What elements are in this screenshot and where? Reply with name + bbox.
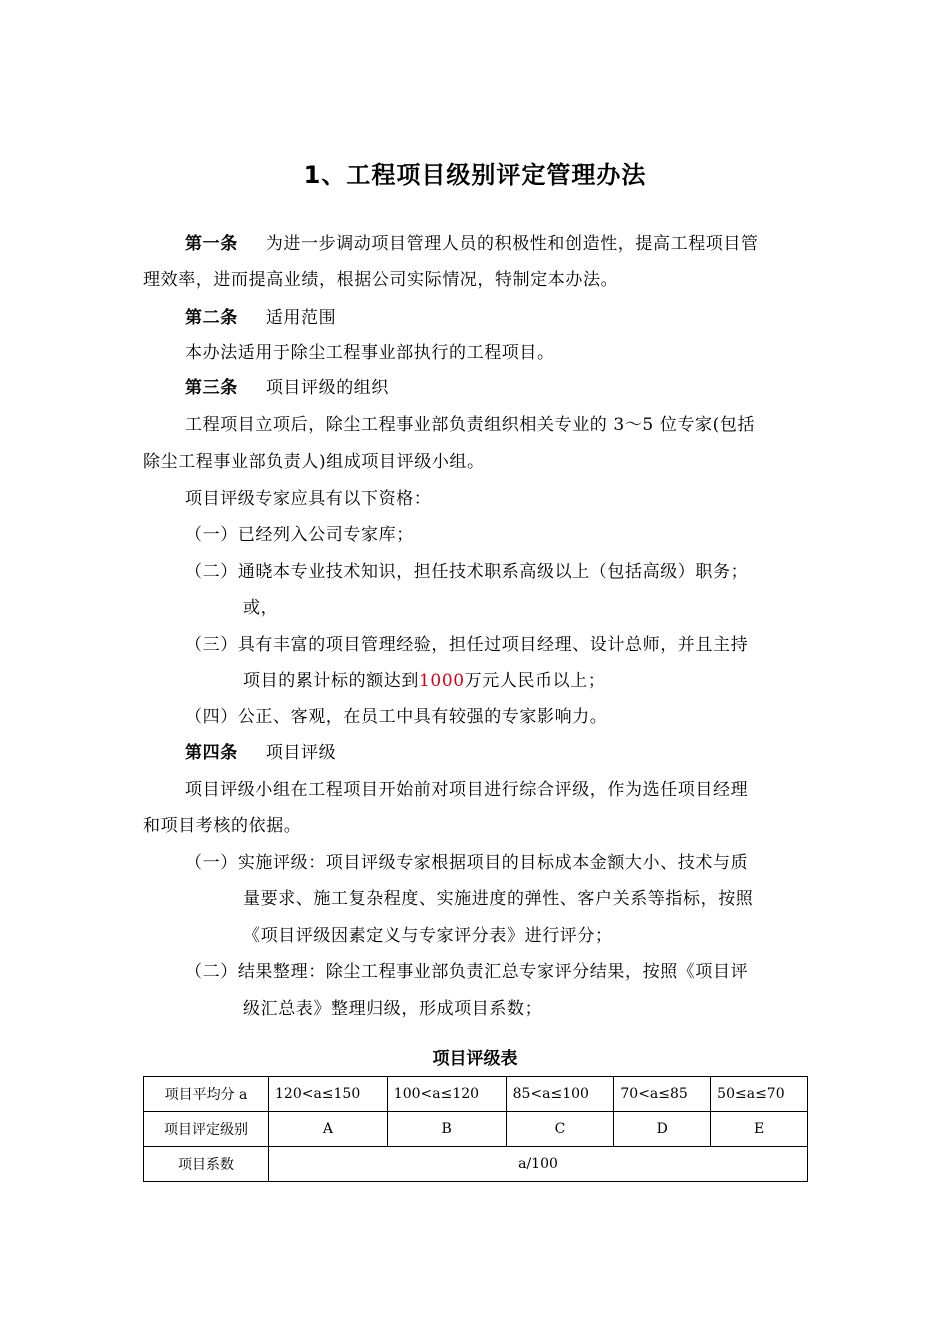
- grade-cell: C: [506, 1112, 614, 1147]
- coefficient-cell: a/100: [269, 1147, 808, 1182]
- article-1-text-line-1: 为进一步调动项目管理人员的积极性和创造性，提高工程项目管: [265, 234, 759, 254]
- item-text: 通晓本专业技术知识，担任技术职系高级以上（包括高级）职务；: [237, 562, 749, 582]
- article-4-subject: 项目评级: [265, 743, 337, 763]
- article-3-paragraph-1-line-1: 工程项目立项后，除尘工程事业部负责组织相关专业的 3～5 位专家(包括: [185, 415, 756, 435]
- grade-cell: D: [614, 1112, 711, 1147]
- article-3-item-2-continuation: 或，: [243, 598, 279, 618]
- article-4-heading-line: [185, 741, 336, 765]
- item-number: （三）: [185, 635, 238, 655]
- article-2-heading-line: [185, 306, 336, 330]
- grade-cell: B: [387, 1112, 506, 1147]
- article-3-paragraph-1-line-2: 除尘工程事业部负责人)组成项目评级小组。: [143, 452, 485, 472]
- article-3-item-4: [185, 705, 607, 729]
- row-label-coefficient: 项目系数: [144, 1147, 269, 1182]
- article-4-paragraph-1-line-2: 和项目考核的依据。: [143, 816, 302, 836]
- article-2-body: 本办法适用于除尘工程事业部执行的工程项目。: [185, 343, 555, 363]
- article-1-first-line: [185, 232, 759, 256]
- item-text: 具有丰富的项目管理经验，担任过项目经理、设计总师，并且主持: [237, 635, 749, 655]
- article-3-heading-line: [185, 376, 389, 400]
- item-text-post: 万元人民币以上；: [464, 671, 606, 691]
- table-row: [144, 1077, 808, 1112]
- article-4-item-2: [185, 960, 748, 984]
- item-text: 已经列入公司专家库；: [237, 525, 414, 545]
- row-label-average-score: 项目平均分 a: [144, 1077, 269, 1112]
- item-number: （二）: [185, 962, 238, 982]
- table-caption: 项目评级表: [432, 1049, 518, 1069]
- item-number: （四）: [185, 707, 238, 727]
- highlighted-amount: 1000: [419, 671, 465, 691]
- score-range-cell: 120<a≤150: [269, 1077, 388, 1112]
- article-3-subject: 项目评级的组织: [265, 378, 390, 398]
- item-number: （二）: [185, 562, 238, 582]
- article-4-item-1-line-2: 量要求、施工复杂程度、实施进度的弹性、客户关系等指标，按照: [243, 889, 754, 909]
- score-range-cell: 85<a≤100: [506, 1077, 614, 1112]
- item-number: （一）: [185, 525, 238, 545]
- article-4-item-2-line-2: 级汇总表》整理归级，形成项目系数；: [243, 999, 543, 1019]
- article-4-paragraph-1-line-1: 项目评级小组在工程项目开始前对项目进行综合评级，作为选任项目经理: [185, 780, 749, 800]
- score-range-cell: 70<a≤85: [614, 1077, 711, 1112]
- article-4-item-1-line-3: 《项目评级因素定义与专家评分表》进行评分；: [243, 926, 613, 946]
- article-3-item-2: [185, 560, 748, 584]
- article-3-item-1: [185, 523, 414, 547]
- row-label-grade: 项目评定级别: [144, 1112, 269, 1147]
- score-range-cell: 100<a≤120: [387, 1077, 506, 1112]
- article-1-heading: 第一条: [185, 234, 238, 254]
- article-3-item-3-continuation: [243, 669, 605, 693]
- article-2-subject: 适用范围: [265, 308, 337, 328]
- article-1-text-line-2: 理效率，进而提高业绩，根据公司实际情况，特制定本办法。: [143, 270, 619, 290]
- article-3-paragraph-2: 项目评级专家应具有以下资格：: [185, 489, 432, 509]
- article-2-heading: 第二条: [185, 308, 238, 328]
- item-text-pre: 项目的累计标的额达到: [243, 671, 419, 691]
- article-3-heading: 第三条: [185, 378, 238, 398]
- article-4-item-1: [185, 851, 748, 875]
- page-title: 1、工程项目级别评定管理办法: [303, 161, 647, 189]
- grade-cell: A: [269, 1112, 388, 1147]
- item-text: 实施评级：项目评级专家根据项目的目标成本金额大小、技术与质: [237, 853, 749, 873]
- score-range-cell: 50≤a≤70: [711, 1077, 808, 1112]
- grade-cell: E: [711, 1112, 808, 1147]
- rating-table: [143, 1076, 808, 1182]
- article-4-heading: 第四条: [185, 743, 238, 763]
- item-number: （一）: [185, 853, 238, 873]
- article-3-item-3: [185, 633, 748, 657]
- table-row: [144, 1147, 808, 1182]
- item-text: 公正、客观，在员工中具有较强的专家影响力。: [237, 707, 608, 727]
- item-text: 结果整理：除尘工程事业部负责汇总专家评分结果，按照《项目评: [237, 962, 749, 982]
- table-row: [144, 1112, 808, 1147]
